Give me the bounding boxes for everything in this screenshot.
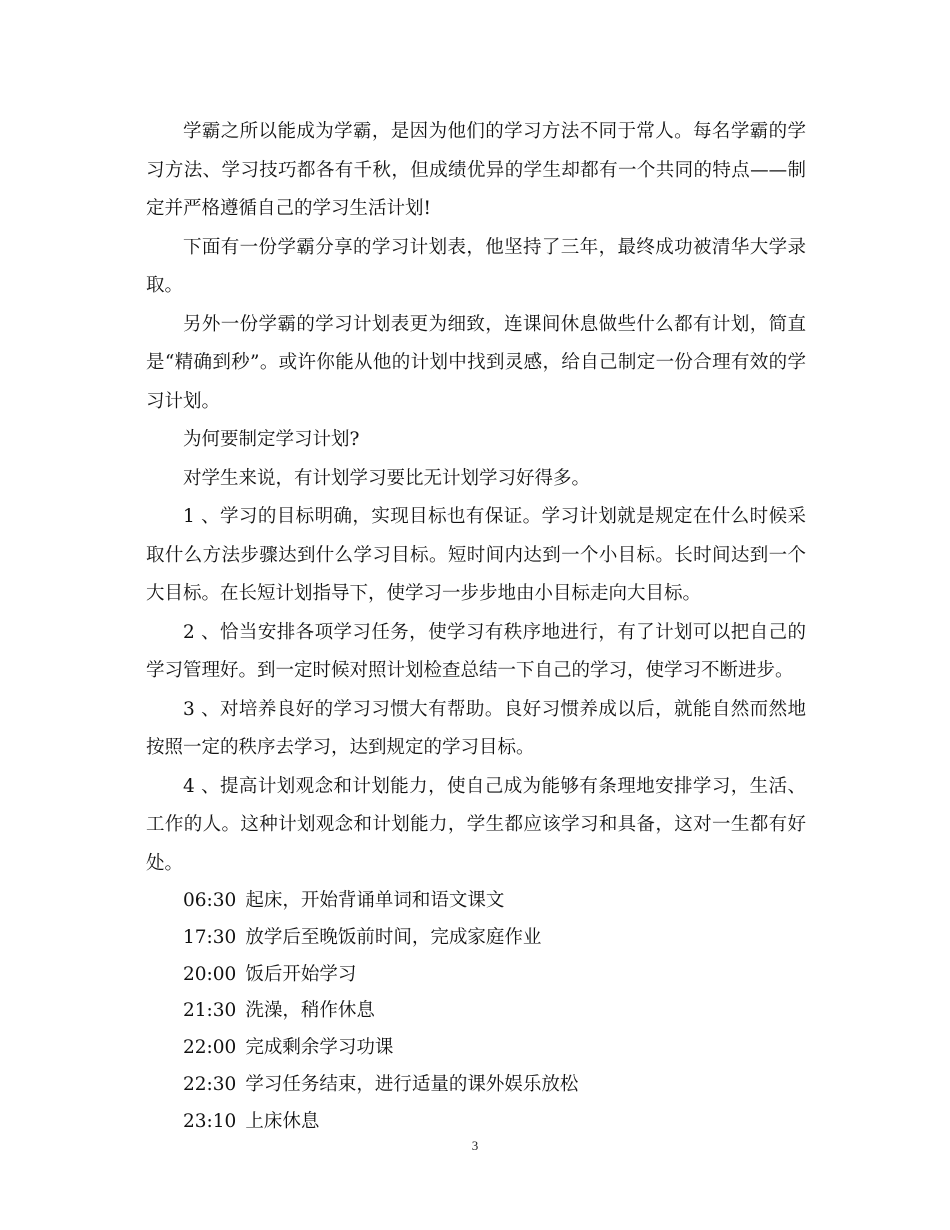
schedule-task: 起床，开始背诵单词和语文课文 — [245, 890, 505, 911]
schedule-time: 21:30 — [183, 1000, 237, 1022]
schedule-row — [146, 1030, 806, 1067]
schedule-task: 洗澡，稍作休息 — [245, 1000, 375, 1022]
schedule-task: 放学后至晚饭前时间，完成家庭作业 — [245, 926, 542, 948]
schedule-task: 上床休息 — [245, 1110, 320, 1132]
schedule-time: 22:30 — [183, 1073, 237, 1095]
page-number: 3 — [471, 1138, 479, 1153]
list-item-benefit-4: 4 、提高计划观念和计划能力，使自己成为能够有条理地安排学习，生活、工作的人。这种计划观念和计划能力，学生都应该学习和具备，这对一生都有好处。 — [146, 775, 806, 874]
schedule-row — [146, 920, 806, 957]
schedule-time: 23:10 — [183, 1110, 237, 1132]
list-item-benefit-3: 3 、对培养良好的学习习惯大有帮助。良好习惯养成以后，就能自然而然地按照一定的秩序去学习，达到规定的学习目标。 — [146, 698, 806, 758]
schedule-row — [146, 993, 806, 1030]
list-item-benefit-1: 1 、学习的目标明确，实现目标也有保证。学习计划就是规定在什么时候采取什么方法步骤达到什么学习目标。短时间内达到一个小目标。长时间达到一个大目标。在长短计划指导下，使学习一步步地由小目标走向大目标。 — [146, 506, 806, 604]
schedule-row — [146, 1104, 806, 1141]
paragraph-benefit-summary: 对学生来说，有计划学习要比无计划学习好得多。 — [183, 467, 591, 489]
schedule-list — [146, 883, 806, 1141]
paragraph-plan-share: 下面有一份学霸分享的学习计划表，他坚持了三年，最终成功被清华大学录取。 — [146, 236, 806, 296]
paragraph-detailed-plan: 另外一份学霸的学习计划表更为细致，连课间休息做些什么都有计划，简直是“精确到秒”。或许你能从他的计划中找到灵感，给自己制定一份合理有效的学习计划。 — [146, 313, 806, 412]
list-item-benefit-2: 2 、恰当安排各项学习任务，使学习有秩序地进行，有了计划可以把自己的学习管理好。到一定时候对照计划检查总结一下自己的学习，使学习不断进步。 — [146, 621, 806, 681]
schedule-time: 20:00 — [183, 963, 237, 985]
schedule-task: 完成剩余学习功课 — [245, 1037, 394, 1059]
schedule-row — [146, 957, 806, 994]
schedule-time: 22:00 — [183, 1037, 237, 1059]
schedule-row — [146, 1067, 806, 1104]
schedule-task: 饭后开始学习 — [245, 963, 357, 985]
schedule-time: 17:30 — [183, 926, 237, 948]
page-body — [146, 113, 806, 1141]
section-heading-why-plan: 为何要制定学习计划? — [183, 429, 360, 450]
schedule-time: 06:30 — [183, 890, 237, 911]
paragraph-intro: 学霸之所以能成为学霸，是因为他们的学习方法不同于常人。每名学霸的学习方法、学习技巧都各有千秋，但成绩优异的学生却都有一个共同的特点——制定并严格遵循自己的学习生活计划! — [146, 121, 806, 219]
schedule-row — [146, 883, 806, 920]
schedule-task: 学习任务结束，进行适量的课外娱乐放松 — [245, 1073, 579, 1095]
